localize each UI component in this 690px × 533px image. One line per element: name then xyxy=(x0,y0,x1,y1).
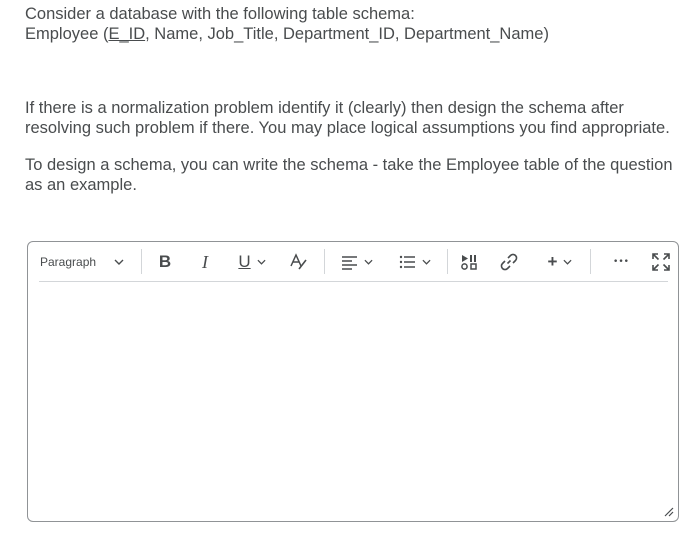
bold-button[interactable] xyxy=(154,250,176,274)
more-icon: ••• xyxy=(613,257,629,267)
toolbar-separator xyxy=(447,249,448,274)
italic-icon: I xyxy=(202,251,208,272)
insert-button[interactable] xyxy=(541,250,579,274)
underline-button[interactable] xyxy=(232,250,272,274)
chevron-down-icon xyxy=(114,259,124,265)
schema-prefix: Employee ( xyxy=(25,25,109,43)
chevron-down-icon xyxy=(563,259,572,265)
plus-icon: + xyxy=(547,252,558,271)
chevron-down-icon xyxy=(364,259,373,265)
resize-handle-icon[interactable] xyxy=(662,505,674,517)
toolbar-separator xyxy=(590,249,591,274)
media-icon xyxy=(460,253,478,271)
text-style-icon xyxy=(289,253,309,271)
editor-toolbar xyxy=(28,242,678,282)
schema-attributes: , Name, Job_Title, Department_ID, Department_Name) xyxy=(145,25,549,43)
more-actions-button[interactable] xyxy=(609,250,633,274)
schema-primary-key: E_ID xyxy=(108,25,146,43)
question-intro xyxy=(25,4,675,44)
question-paragraph-2: If there is a normalization problem identify it (clearly) then design the schema after resolving such problem if there. You may place logical assumptions you find appropriate. xyxy=(25,99,670,137)
clear-format-button[interactable] xyxy=(287,250,311,274)
italic-button[interactable] xyxy=(194,250,216,274)
bulleted-list-icon xyxy=(399,255,416,270)
editor-content-area[interactable] xyxy=(39,283,668,515)
format-select-label: Paragraph xyxy=(40,255,97,269)
question-line-1: Consider a database with the following table schema: xyxy=(25,5,415,23)
insert-link-button[interactable] xyxy=(498,250,520,274)
toolbar-separator xyxy=(141,249,142,274)
question-text xyxy=(25,4,675,195)
align-left-icon xyxy=(341,255,358,270)
toolbar-separator xyxy=(324,249,325,274)
link-icon xyxy=(500,253,518,271)
question-paragraph-3: To design a schema, you can write the schema - take the Employee table of the question as an example. xyxy=(25,156,673,194)
fullscreen-button[interactable] xyxy=(650,250,672,274)
list-button[interactable] xyxy=(396,250,434,274)
fullscreen-icon xyxy=(652,253,670,271)
rich-text-editor xyxy=(27,241,679,522)
align-button[interactable] xyxy=(338,250,376,274)
underline-icon: U xyxy=(238,252,251,271)
format-select[interactable] xyxy=(40,250,130,274)
insert-media-button[interactable] xyxy=(458,250,480,274)
chevron-down-icon xyxy=(257,259,266,265)
chevron-down-icon xyxy=(422,259,431,265)
bold-icon: B xyxy=(158,252,172,271)
toolbar-divider xyxy=(39,281,668,282)
